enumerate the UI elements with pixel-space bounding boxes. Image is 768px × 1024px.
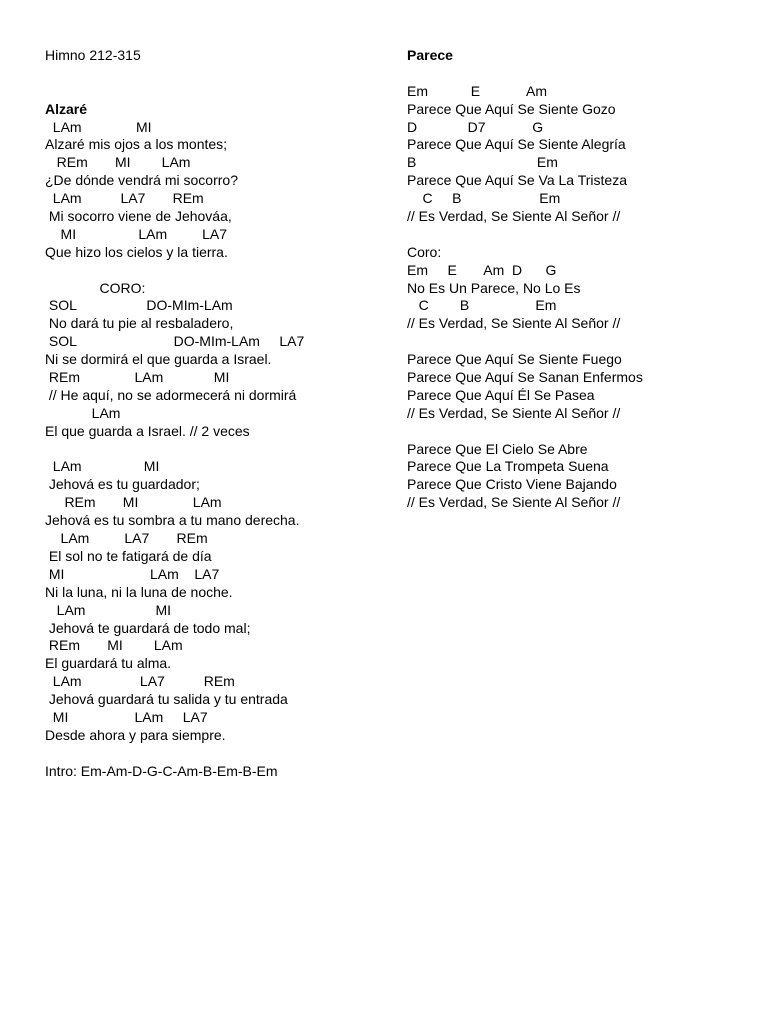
blank-line [45,65,385,83]
lyric-line: Que hizo los cielos y la tierra. [45,243,228,260]
song-title-parece: Parece [407,47,453,63]
lyric-line: Parece Que Aquí Se Siente Fuego [407,351,622,368]
chord-line: C B Em [407,190,561,207]
lyric-line: El que guarda a Israel. // 2 veces [45,422,250,439]
chord-line: D D7 G [407,118,544,135]
chord-line: Em E Am D G [407,261,557,278]
lyric-line: Jehová te guardará de todo mal; [45,619,251,636]
blank-line [407,226,747,244]
hymn-number: Himno 212-315 [45,47,141,63]
lyric-line: Parece Que El Cielo Se Abre [407,440,588,457]
chord-line: REm LAm MI [45,369,230,386]
lyric-line: // Es Verdad, Se Siente Al Señor // [407,404,621,421]
lyric-line: Jehová es tu guardador; [45,476,200,493]
lyric-line: Ni se dormirá el que guarda a Israel. [45,351,272,368]
lyric-line: Mi socorro viene de Jehováa, [45,208,232,225]
lyric-line: Jehová guardará tu salida y tu entrada [45,691,288,708]
right-column [407,47,747,512]
chord-line: B Em [407,154,558,171]
blank-line [45,262,385,280]
chord-line: LAm [45,404,121,421]
blank-line [45,441,385,459]
chord-line: C B Em [407,297,557,314]
chord-line: REm MI LAm [45,494,222,511]
blank-line [45,83,385,101]
lyric-line: Parece Que Aquí Se Sanan Enfermos [407,369,643,386]
section-label-coro: Coro: [407,243,442,260]
chord-line: SOL DO-MIm-LAm LA7 [45,333,305,350]
chord-line: MI LAm LA7 [45,565,220,582]
lyric-line: ¿De dónde vendrá mi socorro? [45,172,238,189]
lyric-line: No Es Un Parece, No Lo Es [407,279,581,296]
chord-line: MI LAm LA7 [45,708,208,725]
intro-line: Intro: Em-Am-D-G-C-Am-B-Em-B-Em [45,762,278,779]
blank-line [45,745,385,763]
chord-line: REm MI LAm [45,154,191,171]
chord-line: LAm MI [45,601,172,618]
chord-line: LAm MI [45,118,152,135]
lyric-line: Parece Que Aquí Se Siente Gozo [407,100,616,117]
chord-line: MI LAm LA7 [45,225,228,242]
chord-line: LAm LA7 REm [45,530,208,547]
chord-line: LAm LA7 REm [45,673,235,690]
lyric-line: Parece Que La Trompeta Suena [407,458,609,475]
chord-line: LAm MI [45,458,160,475]
chord-line: REm MI LAm [45,637,183,654]
lyric-line: El sol no te fatigará de día [45,547,212,564]
lyric-line: Desde ahora y para siempre. [45,726,226,743]
lyric-line: Parece Que Aquí Se Siente Alegría [407,136,626,153]
lyric-line: // He aquí, no se adormecerá ni dormirá [45,386,297,403]
lyric-line: Alzaré mis ojos a los montes; [45,136,228,153]
lyric-line: Jehová es tu sombra a tu mano derecha. [45,512,300,529]
lyric-line: // Es Verdad, Se Siente Al Señor // [407,494,621,511]
lyric-line: Parece Que Cristo Viene Bajando [407,476,617,493]
chord-line: Em E Am [407,82,548,99]
blank-line [407,65,747,83]
lyric-line: El guardará tu alma. [45,655,172,672]
chord-line: SOL DO-MIm-LAm [45,297,233,314]
lyric-line: // Es Verdad, Se Siente Al Señor // [407,315,621,332]
lyric-line: // Es Verdad, Se Siente Al Señor // [407,208,621,225]
blank-line [407,333,747,351]
lyric-line: Parece Que Aquí Se Va La Tristeza [407,172,627,189]
chord-line: LAm LA7 REm [45,190,204,207]
lyric-line: Ni la luna, ni la luna de noche. [45,583,233,600]
blank-line [407,423,747,441]
section-label-coro: CORO: [45,279,146,296]
lyric-line: Parece Que Aquí Él Se Pasea [407,386,595,403]
lyric-line: No dará tu pie al resbaladero, [45,315,234,332]
song-title-alzare: Alzaré [45,100,88,117]
left-column [45,47,385,781]
